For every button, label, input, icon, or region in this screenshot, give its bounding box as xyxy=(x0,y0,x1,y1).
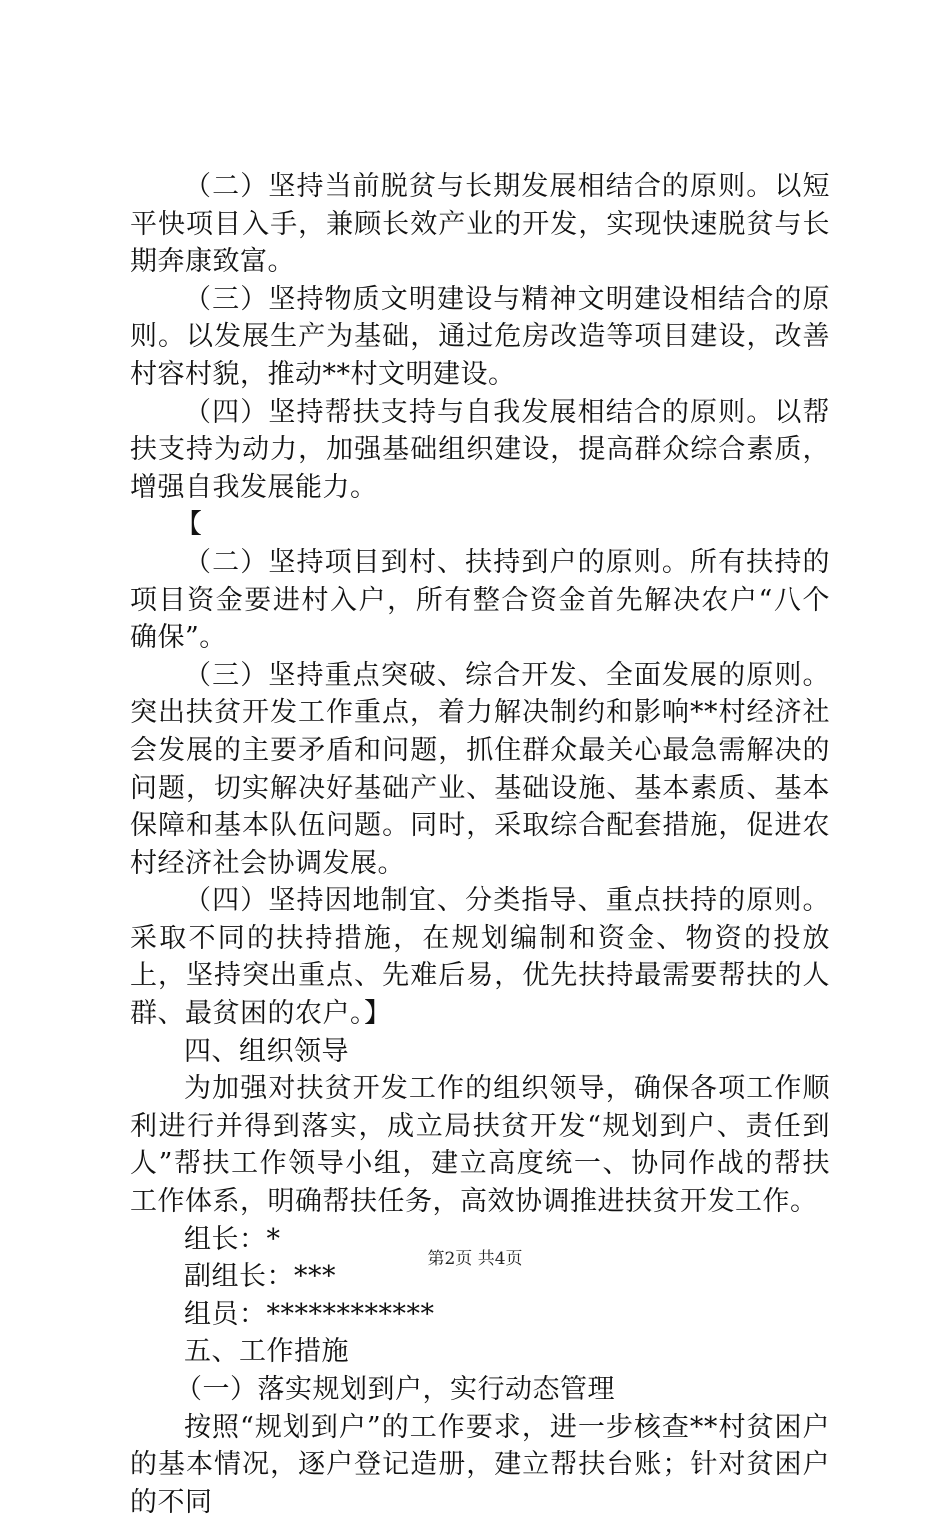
team-leader-line: 组长：* xyxy=(184,1223,281,1255)
paragraph-principle-4b: （四）坚持因地制宜、分类指导、重点扶持的原则。采取不同的扶持措施，在规划编制和资金、物资的投放上，坚持突出重点、先难后易，优先扶持最需要帮扶的人群、最贫困的农户。】 xyxy=(130,885,830,1030)
section-heading-organization: 四、组织领导 xyxy=(184,1035,349,1067)
paragraph-principle-4a: （四）坚持帮扶支持与自我发展相结合的原则。以帮扶支持为动力，加强基础组织建设，提高群众综合素质，增强自我发展能力。 xyxy=(130,396,830,503)
paragraph-principle-2b: （二）坚持项目到村、扶持到户的原则。所有扶持的项目资金要进村入户，所有整合资金首先解决农户“八个确保”。 xyxy=(130,546,830,654)
subsection-heading-planning: （一）落实规划到户，实行动态管理 xyxy=(175,1374,615,1405)
paragraph-principle-3b: （三）坚持重点突破、综合开发、全面发展的原则。突出扶贫开发工作重点，着力解决制约和影响**村经济社会发展的主要矛盾和问题，抓住群众最关心最急需解决的问题，切实解决好基础产业、基础设施、基本素质、基本保障和基本队伍问题。同时，采取综合配套措施，促进农村经济社会协调发展。 xyxy=(130,659,830,879)
paragraph-planning: 按照“规划到户”的工作要求，进一步核查**村贫困户的基本情况，逐户登记造册，建立帮扶台账；针对贫困户的不同 xyxy=(130,1411,830,1518)
page-number-footer: 第2页 共4页 xyxy=(427,1249,523,1269)
paragraph-principle-3a: （三）坚持物质文明建设与精神文明建设相结合的原则。以发展生产为基础，通过危房改造等项目建设，改善村容村貌，推动**村文明建设。 xyxy=(130,283,830,390)
paragraph-organization: 为加强对扶贫开发工作的组织领导，确保各项工作顺利进行并得到落实，成立局扶贫开发“规划到户、责任到人”帮扶工作领导小组，建立高度统一、协同作战的帮扶工作体系，明确帮扶任务，高效协调推进扶贫开发工作。 xyxy=(130,1073,830,1218)
deputy-leader-line: 副组长：*** xyxy=(184,1261,336,1293)
paragraph-bracket-open: 【 xyxy=(175,509,203,541)
paragraph-principle-2a: （二）坚持当前脱贫与长期发展相结合的原则。以短平快项目入手，兼顾长效产业的开发，实现快速脱贫与长期奔康致富。 xyxy=(130,171,830,278)
document-body xyxy=(130,168,830,1521)
team-members-line: 组员：************ xyxy=(184,1298,435,1330)
section-heading-measures: 五、工作措施 xyxy=(184,1336,349,1368)
